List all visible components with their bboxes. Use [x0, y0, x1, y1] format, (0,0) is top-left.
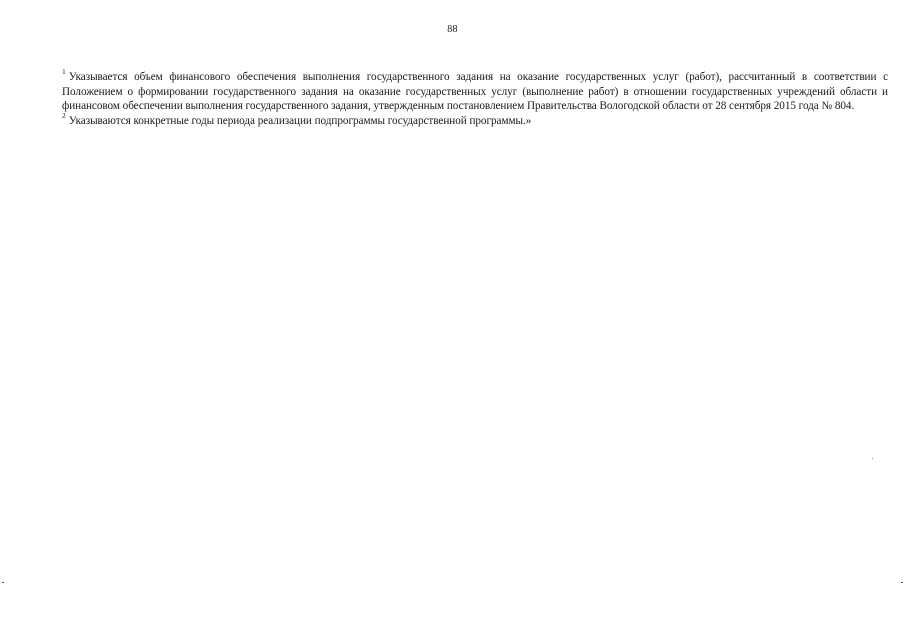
footnote-2: [62, 111, 888, 129]
footnote-marker: 1: [62, 67, 66, 77]
footnote-marker: 2: [62, 111, 66, 121]
footnote-1: [62, 67, 888, 114]
scan-artifact-mark: [2, 582, 4, 583]
footnote-text: Указывается объем финансового обеспечения выполнения государственного задания на оказание государственных услуг (работ), рассчитанный в соответствии с Положением о формировании государственного задания на оказание государственных услуг (выполнение работ) в отношении государственных учреждений области и финансовом обеспечении выполнения государственного задания, утвержденным постановлением Правительства Вологодской области от 28 сентября 2015 года № 804.: [62, 71, 888, 113]
page-number: 88: [447, 24, 458, 35]
scan-artifact-mark: [901, 582, 903, 583]
footnotes-section: [62, 67, 888, 128]
footnote-text: Указываются конкретные годы периода реализации подпрограммы государственной программы.»: [68, 114, 532, 127]
scan-artifact-dot: [872, 458, 873, 459]
